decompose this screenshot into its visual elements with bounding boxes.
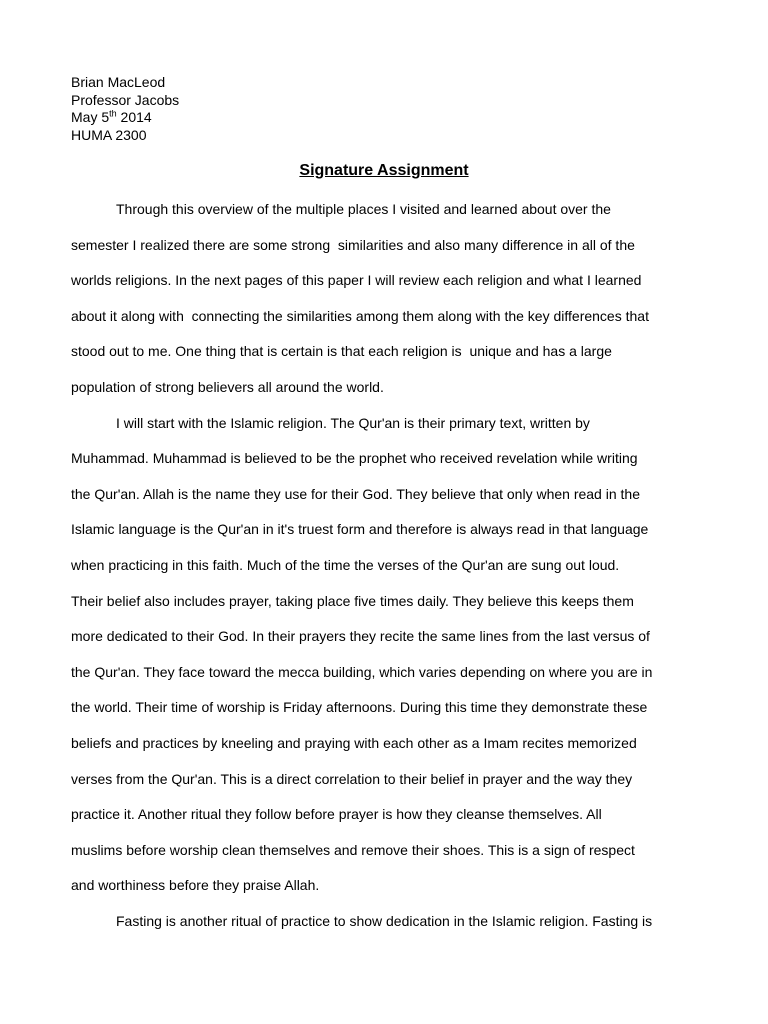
body-line: Through this overview of the multiple places I visited and learned about over the <box>116 201 611 217</box>
body-line: and worthiness before they praise Allah. <box>71 877 320 894</box>
header-block <box>71 74 179 144</box>
body-line: more dedicated to their God. In their prayers they recite the same lines from the last versus of <box>71 628 650 645</box>
body-line: population of strong believers all around the world. <box>71 378 384 395</box>
course-code: HUMA 2300 <box>71 126 147 143</box>
body-line: the Qur'an. Allah is the name they use for their God. They believe that only when read in the <box>71 485 640 502</box>
body-line: practice it. Another ritual they follow before prayer is how they cleanse themselves. All <box>71 806 602 823</box>
body-line: I will start with the Islamic religion. The Qur'an is their primary text, written by <box>116 414 590 431</box>
body-line: beliefs and practices by kneeling and praying with each other as a Imam recites memorized <box>71 734 637 751</box>
body-line: verses from the Qur'an. This is a direct correlation to their belief in prayer and the way they <box>71 770 633 787</box>
body-line: Their belief also includes prayer, taking place five times daily. They believe this keeps them <box>71 592 634 609</box>
body-line: Islamic language is the Qur'an in it's truest form and therefore is always read in that language <box>71 521 649 538</box>
date-month-day: May 5 <box>71 109 110 125</box>
date-year: 2014 <box>116 109 152 125</box>
body-line: muslims before worship clean themselves and remove their shoes. This is a sign of respect <box>71 841 635 858</box>
essay-body <box>71 192 711 939</box>
body-line: the world. Their time of worship is Friday afternoons. During this time they demonstrate these <box>71 699 648 716</box>
body-line: the Qur'an. They face toward the mecca building, which varies depending on where you are in <box>71 663 653 680</box>
body-line: Muhammad. Muhammad is believed to be the prophet who received revelation while writing <box>71 450 638 467</box>
date-ordinal-suffix: th <box>109 108 117 119</box>
body-line: worlds religions. In the next pages of this paper I will review each religion and what I learned <box>71 272 642 289</box>
body-line: semester I realized there are some strong similarities and also many difference in all of the <box>71 236 635 253</box>
body-line: when practicing in this faith. Much of the time the verses of the Qur'an are sung out loud. <box>71 556 620 573</box>
body-line: Fasting is another ritual of practice to show dedication in the Islamic religion. Fasting is <box>116 912 653 929</box>
body-line: about it along with connecting the similarities among them along with the key differences that <box>71 307 649 324</box>
body-line: stood out to me. One thing that is certain is that each religion is unique and has a large <box>71 343 612 360</box>
professor-name: Professor Jacobs <box>71 91 180 108</box>
date-line <box>71 109 179 127</box>
document-title: Signature Assignment <box>299 162 469 179</box>
author-name: Brian MacLeod <box>71 74 166 90</box>
